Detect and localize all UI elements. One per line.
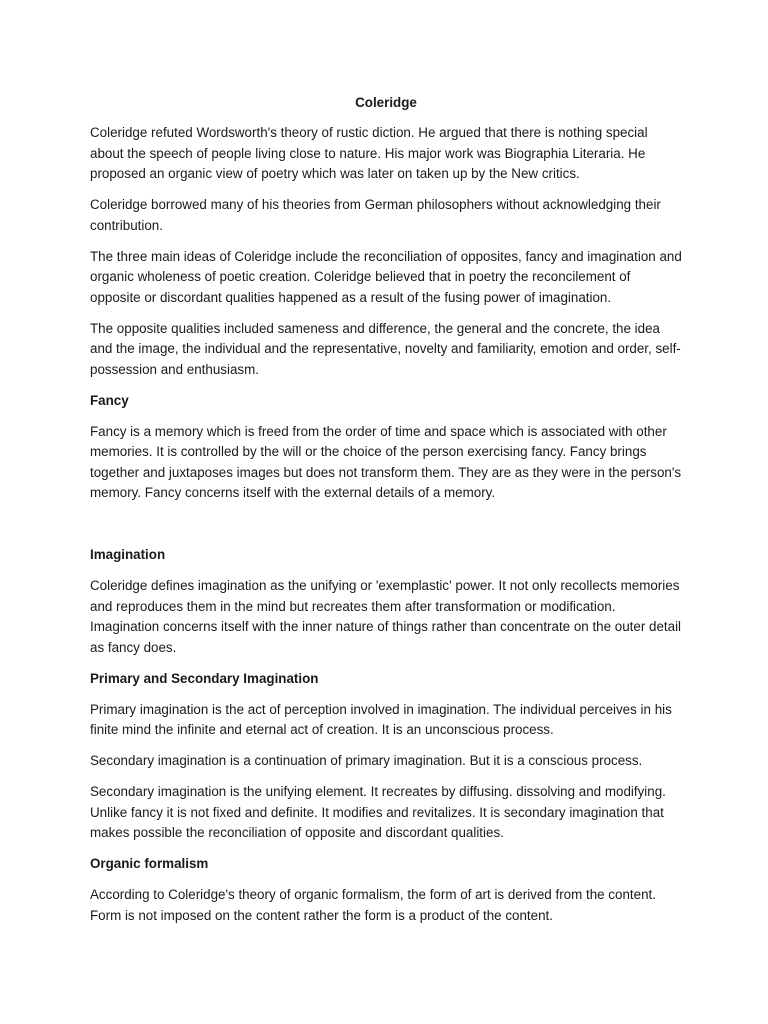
paragraph-secondary-imagination-continuation: Secondary imagination is a continuation of primary imagination. But it is a conscious process. <box>90 753 643 768</box>
paragraph-fancy: Fancy is a memory which is freed from the order of time and space which is associated with other memories. It is controlled by the will or the choice of the person exercising fancy. Fancy brings together and juxtaposes images but does not transform them. They are as they were in the person's memory. Fancy concerns itself with the external details of a memory. <box>90 423 682 500</box>
paragraph-three-main-ideas: The three main ideas of Coleridge include the reconciliation of opposites, fancy and imagination and organic wholeness of poetic creation. Coleridge believed that in poetry the reconcilement of opposite or discordant qualities happened as a result of the fusing power of imagination. <box>90 248 682 305</box>
paragraph-organic-formalism: According to Coleridge's theory of organic formalism, the form of art is derived from the content. Form is not imposed on the content rather the form is a product of the content. <box>90 887 656 923</box>
paragraph-opposite-qualities: The opposite qualities included sameness and difference, the general and the concrete, the idea and the image, the individual and the representative, novelty and familiarity, emotion and order, self-possession and enthusiasm. <box>90 320 681 377</box>
paragraph-german-philosophers: Coleridge borrowed many of his theories from German philosophers without acknowledging their contribution. <box>90 197 661 233</box>
heading-fancy: Fancy <box>90 392 129 408</box>
paragraph-primary-imagination: Primary imagination is the act of perception involved in imagination. The individual perceives in his finite mind the infinite and eternal act of creation. It is an unconscious process. <box>90 701 672 737</box>
document-title: Coleridge <box>355 95 417 110</box>
blank-line <box>90 514 682 545</box>
heading-primary-secondary-imagination: Primary and Secondary Imagination <box>90 670 319 686</box>
document-body <box>90 93 682 937</box>
paragraph-imagination: Coleridge defines imagination as the unifying or 'exemplastic' power. It not only recollects memories and reproduces them in the mind but recreates them after transformation or modification. Imagination concerns itself with the inner nature of things rather than concentrate on the outer detail as fancy does. <box>90 578 682 655</box>
heading-imagination: Imagination <box>90 547 166 562</box>
paragraph-secondary-imagination-unifying: Secondary imagination is the unifying element. It recreates by diffusing. dissolving and modifying. Unlike fancy it is not fixed and definite. It modifies and revitalizes. It is secondary imagination that makes possible the reconciliation of opposite and discordant qualities. <box>90 784 666 840</box>
paragraph-rustic-diction: Coleridge refuted Wordsworth's theory of rustic diction. He argued that there is nothing special about the speech of people living close to nature. His major work was Biographia Literaria. He proposed an organic view of poetry which was later on taken up by the New critics. <box>90 125 648 181</box>
heading-organic-formalism: Organic formalism <box>90 856 209 871</box>
